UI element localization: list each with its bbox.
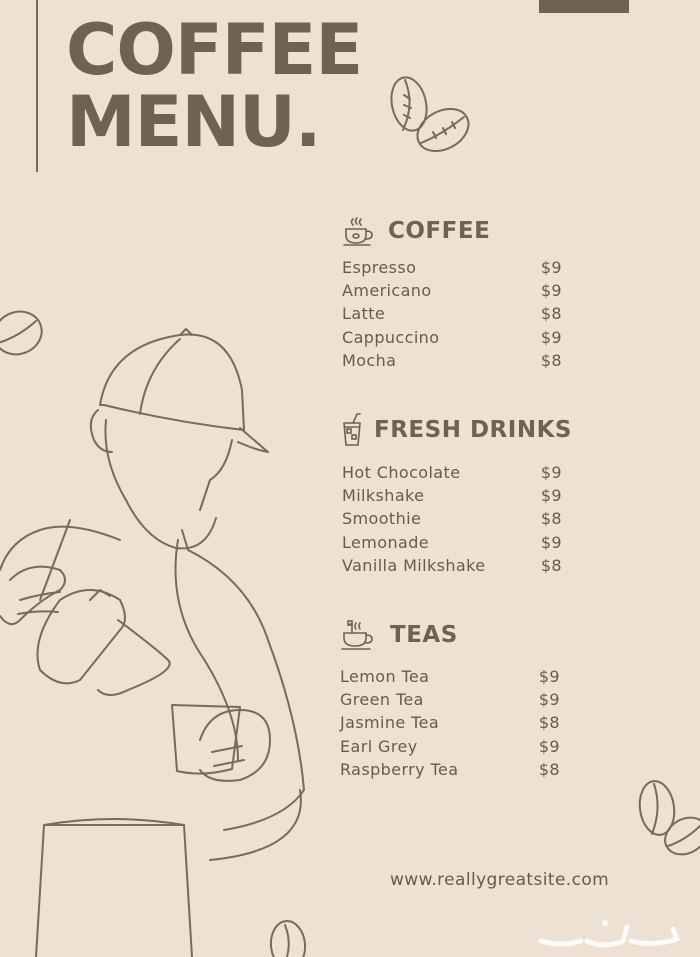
item-name: Green Tea (340, 690, 424, 710)
item-name: Earl Grey (340, 736, 418, 756)
item-name: Americano (342, 281, 432, 301)
tea-cup-icon (340, 619, 376, 651)
section-header (342, 412, 572, 448)
section-header (340, 617, 570, 653)
menu-item-lemonade (342, 533, 562, 556)
menu-item-espresso (342, 258, 562, 281)
item-name: Jasmine Tea (340, 713, 440, 733)
item-price: $9 (540, 258, 562, 277)
section-title: TEAS (390, 622, 458, 648)
item-name: Raspberry Tea (340, 759, 459, 779)
barista-figure (0, 329, 304, 957)
coffee-bean-icon (658, 810, 700, 861)
item-price: $8 (538, 759, 560, 779)
coffee-items (342, 258, 562, 374)
item-price: $9 (540, 532, 562, 552)
section-title: FRESH DRINKS (374, 417, 572, 443)
menu-item-americano (342, 281, 562, 304)
item-name: Lemonade (342, 532, 429, 552)
menu-item-cappuccino (342, 328, 562, 351)
fresh-drinks-items (342, 463, 562, 579)
coffee-bean-icon (636, 779, 677, 837)
coffee-bean-icon (269, 920, 307, 957)
item-name: Latte (342, 304, 386, 324)
item-price: $9 (540, 327, 562, 347)
item-price: $8 (540, 509, 562, 529)
section-title: COFFEE (388, 218, 491, 244)
item-price: $9 (538, 736, 560, 756)
coffee-cup-icon (342, 215, 376, 247)
item-name: Mocha (342, 350, 397, 370)
item-price: $9 (538, 690, 560, 710)
item-name: Smoothie (342, 509, 422, 529)
item-name: Vanilla Milkshake (342, 555, 486, 575)
menu-item-smoothie (342, 509, 562, 532)
iced-drink-icon (342, 413, 362, 447)
item-name: Cappuccino (342, 327, 440, 347)
item-price: $9 (540, 486, 562, 506)
menu-item-milkshake (342, 486, 562, 509)
menu-item-earl-grey (340, 737, 560, 760)
item-name: Espresso (342, 258, 417, 277)
item-price: $8 (540, 555, 562, 575)
fresh-drinks-section (342, 412, 572, 575)
footer-website[interactable]: www.reallygreatsite.com (390, 870, 610, 890)
item-price: $8 (540, 350, 562, 370)
item-name: Hot Chocolate (342, 463, 461, 482)
item-price: $8 (538, 713, 560, 733)
item-price: $9 (538, 667, 560, 686)
section-header (342, 213, 572, 249)
teas-section (340, 617, 570, 779)
menu-item-raspberry-tea (340, 760, 560, 783)
item-price: $8 (540, 304, 562, 324)
watermark-logo (535, 917, 685, 951)
coffee-bean-icon (387, 74, 431, 134)
title-line-2: MENU. (66, 81, 321, 163)
item-price: $9 (540, 281, 562, 301)
menu-item-jasmine-tea (340, 713, 560, 736)
menu-item-hot-chocolate (342, 463, 562, 486)
item-name: Lemon Tea (340, 667, 430, 686)
item-name: Milkshake (342, 486, 425, 506)
menu-item-latte (342, 304, 562, 327)
teas-items (340, 667, 560, 783)
coffee-section (342, 213, 572, 370)
title-line-1: COFFEE (66, 9, 363, 91)
menu-item-vanilla-milkshake (342, 556, 562, 579)
menu-item-green-tea (340, 690, 560, 713)
item-price: $9 (540, 463, 562, 482)
coffee-bean-icon (410, 101, 476, 160)
menu-item-lemon-tea (340, 667, 560, 690)
coffee-bean-icon (0, 305, 48, 361)
menu-item-mocha (342, 351, 562, 374)
